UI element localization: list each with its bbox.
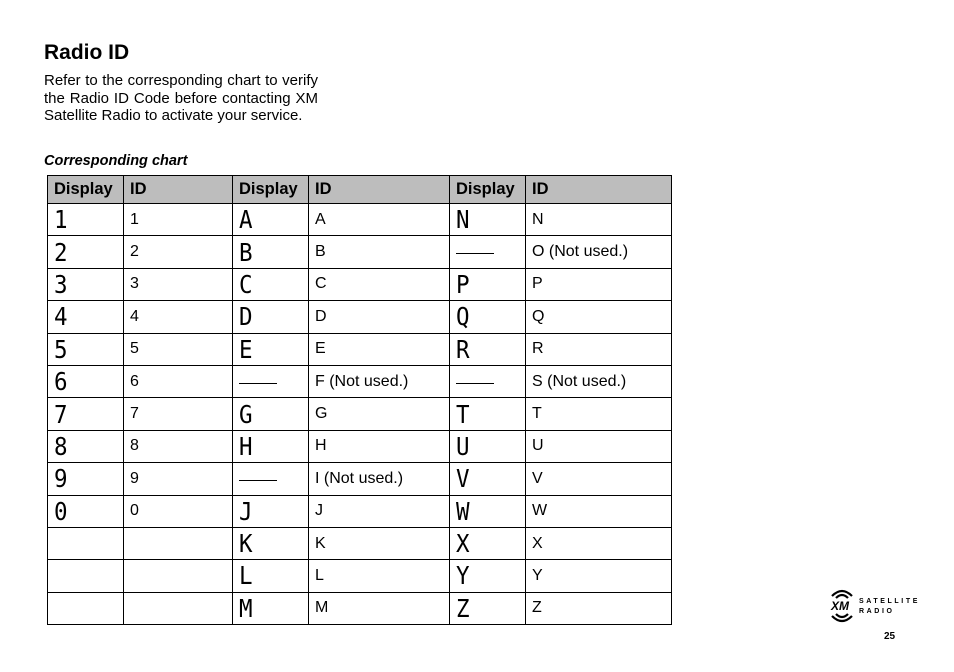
id-cell: 9 bbox=[124, 463, 233, 495]
id-cell: P bbox=[526, 268, 672, 300]
id-cell: 5 bbox=[124, 333, 233, 365]
table-row bbox=[48, 301, 672, 333]
display-cell bbox=[48, 527, 124, 559]
id-cell: 0 bbox=[124, 495, 233, 527]
display-glyph: E bbox=[239, 334, 253, 364]
display-glyph: Z bbox=[456, 593, 470, 623]
display-glyph: T bbox=[456, 399, 470, 429]
table-row bbox=[48, 365, 672, 397]
display-cell bbox=[233, 204, 309, 236]
display-cell bbox=[450, 527, 526, 559]
radio-id-chart bbox=[47, 175, 672, 625]
header-id-2: ID bbox=[526, 176, 672, 204]
display-glyph: R bbox=[456, 334, 470, 364]
id-cell bbox=[124, 592, 233, 624]
display-cell bbox=[233, 527, 309, 559]
table-row bbox=[48, 527, 672, 559]
id-cell: 1 bbox=[124, 204, 233, 236]
display-glyph: 3 bbox=[54, 269, 68, 299]
logo-wordmark bbox=[859, 597, 920, 617]
display-glyph: K bbox=[239, 529, 253, 559]
display-cell bbox=[450, 398, 526, 430]
display-cell bbox=[450, 560, 526, 592]
display-cell bbox=[450, 495, 526, 527]
id-cell: F (Not used.) bbox=[309, 365, 450, 397]
id-cell: Z bbox=[526, 592, 672, 624]
display-glyph: M bbox=[239, 593, 253, 623]
header-id-0: ID bbox=[124, 176, 233, 204]
display-glyph: 8 bbox=[54, 431, 68, 461]
chart-header-row bbox=[48, 176, 672, 204]
display-cell bbox=[233, 560, 309, 592]
id-cell: 6 bbox=[124, 365, 233, 397]
display-cell bbox=[233, 495, 309, 527]
id-cell: R bbox=[526, 333, 672, 365]
display-glyph: 5 bbox=[54, 334, 68, 364]
display-cell bbox=[48, 560, 124, 592]
id-cell: L bbox=[309, 560, 450, 592]
not-used-dash bbox=[456, 253, 494, 254]
display-cell bbox=[450, 333, 526, 365]
display-glyph: Q bbox=[456, 302, 470, 332]
display-glyph: C bbox=[239, 269, 253, 299]
display-cell bbox=[48, 301, 124, 333]
chart-body bbox=[48, 204, 672, 625]
display-glyph: 9 bbox=[54, 464, 68, 494]
display-cell bbox=[450, 204, 526, 236]
intro-paragraph: Refer to the corresponding chart to verify the Radio ID Code before contacting XM Satellite Radio to activate your service. bbox=[44, 72, 318, 125]
id-cell: T bbox=[526, 398, 672, 430]
not-used-dash bbox=[456, 383, 494, 384]
id-cell: Q bbox=[526, 301, 672, 333]
display-cell bbox=[233, 333, 309, 365]
id-cell bbox=[124, 527, 233, 559]
display-glyph: J bbox=[239, 496, 253, 526]
id-cell: H bbox=[309, 430, 450, 462]
header-display-2: Display bbox=[450, 176, 526, 204]
table-row bbox=[48, 592, 672, 624]
display-glyph: L bbox=[239, 561, 253, 591]
display-cell bbox=[48, 592, 124, 624]
id-cell: U bbox=[526, 430, 672, 462]
id-cell: I (Not used.) bbox=[309, 463, 450, 495]
display-cell bbox=[48, 463, 124, 495]
id-cell bbox=[124, 560, 233, 592]
id-cell: 8 bbox=[124, 430, 233, 462]
display-cell bbox=[233, 592, 309, 624]
display-cell bbox=[450, 463, 526, 495]
display-cell bbox=[233, 236, 309, 268]
display-cell bbox=[48, 398, 124, 430]
id-cell: A bbox=[309, 204, 450, 236]
display-cell bbox=[450, 301, 526, 333]
display-cell bbox=[450, 268, 526, 300]
table-row bbox=[48, 398, 672, 430]
logo-line-2: RADIO bbox=[859, 608, 895, 615]
display-glyph: Y bbox=[456, 561, 470, 591]
table-row bbox=[48, 268, 672, 300]
display-glyph: V bbox=[456, 464, 470, 494]
id-cell: G bbox=[309, 398, 450, 430]
id-cell: B bbox=[309, 236, 450, 268]
display-glyph: 1 bbox=[54, 205, 68, 235]
page-title: Radio ID bbox=[44, 41, 130, 64]
display-glyph: N bbox=[456, 205, 470, 235]
display-glyph: W bbox=[456, 496, 470, 526]
display-cell bbox=[450, 592, 526, 624]
id-cell: J bbox=[309, 495, 450, 527]
display-glyph: 4 bbox=[54, 302, 68, 332]
display-cell bbox=[48, 430, 124, 462]
display-glyph: U bbox=[456, 431, 470, 461]
id-cell: D bbox=[309, 301, 450, 333]
table-row bbox=[48, 204, 672, 236]
display-cell bbox=[450, 430, 526, 462]
id-cell: X bbox=[526, 527, 672, 559]
display-cell bbox=[233, 268, 309, 300]
display-glyph: 6 bbox=[54, 367, 68, 397]
id-cell: S (Not used.) bbox=[526, 365, 672, 397]
id-cell: K bbox=[309, 527, 450, 559]
display-cell bbox=[48, 236, 124, 268]
table-row bbox=[48, 333, 672, 365]
table-row bbox=[48, 430, 672, 462]
id-cell: W bbox=[526, 495, 672, 527]
header-display-0: Display bbox=[48, 176, 124, 204]
logo-mark: XM bbox=[831, 599, 849, 613]
id-cell: C bbox=[309, 268, 450, 300]
chart-caption: Corresponding chart bbox=[44, 153, 188, 169]
display-glyph: 7 bbox=[54, 399, 68, 429]
id-cell: Y bbox=[526, 560, 672, 592]
display-glyph: B bbox=[239, 237, 253, 267]
table-row bbox=[48, 560, 672, 592]
display-cell bbox=[48, 365, 124, 397]
display-glyph: G bbox=[239, 399, 253, 429]
display-cell bbox=[233, 463, 309, 495]
display-glyph: X bbox=[456, 529, 470, 559]
header-display-1: Display bbox=[233, 176, 309, 204]
display-cell bbox=[48, 204, 124, 236]
display-glyph: 2 bbox=[54, 237, 68, 267]
display-cell bbox=[48, 495, 124, 527]
display-cell bbox=[233, 430, 309, 462]
id-cell: 7 bbox=[124, 398, 233, 430]
not-used-dash bbox=[239, 383, 277, 384]
id-cell: O (Not used.) bbox=[526, 236, 672, 268]
id-cell: 4 bbox=[124, 301, 233, 333]
id-cell: 3 bbox=[124, 268, 233, 300]
id-cell: V bbox=[526, 463, 672, 495]
display-cell bbox=[48, 333, 124, 365]
id-cell: N bbox=[526, 204, 672, 236]
display-cell bbox=[450, 236, 526, 268]
display-cell bbox=[450, 365, 526, 397]
display-cell bbox=[233, 365, 309, 397]
not-used-dash bbox=[239, 480, 277, 481]
table-row bbox=[48, 495, 672, 527]
display-cell bbox=[233, 398, 309, 430]
id-cell: 2 bbox=[124, 236, 233, 268]
table-row bbox=[48, 463, 672, 495]
display-glyph: A bbox=[239, 205, 253, 235]
display-cell bbox=[233, 301, 309, 333]
page-number: 25 bbox=[884, 631, 896, 642]
logo-line-1: SATELLITE bbox=[859, 598, 920, 605]
display-glyph: 0 bbox=[54, 496, 68, 526]
id-cell: E bbox=[309, 333, 450, 365]
table-row bbox=[48, 236, 672, 268]
display-glyph: P bbox=[456, 269, 470, 299]
header-id-1: ID bbox=[309, 176, 450, 204]
id-cell: M bbox=[309, 592, 450, 624]
display-cell bbox=[48, 268, 124, 300]
display-glyph: H bbox=[239, 431, 253, 461]
display-glyph: D bbox=[239, 302, 253, 332]
